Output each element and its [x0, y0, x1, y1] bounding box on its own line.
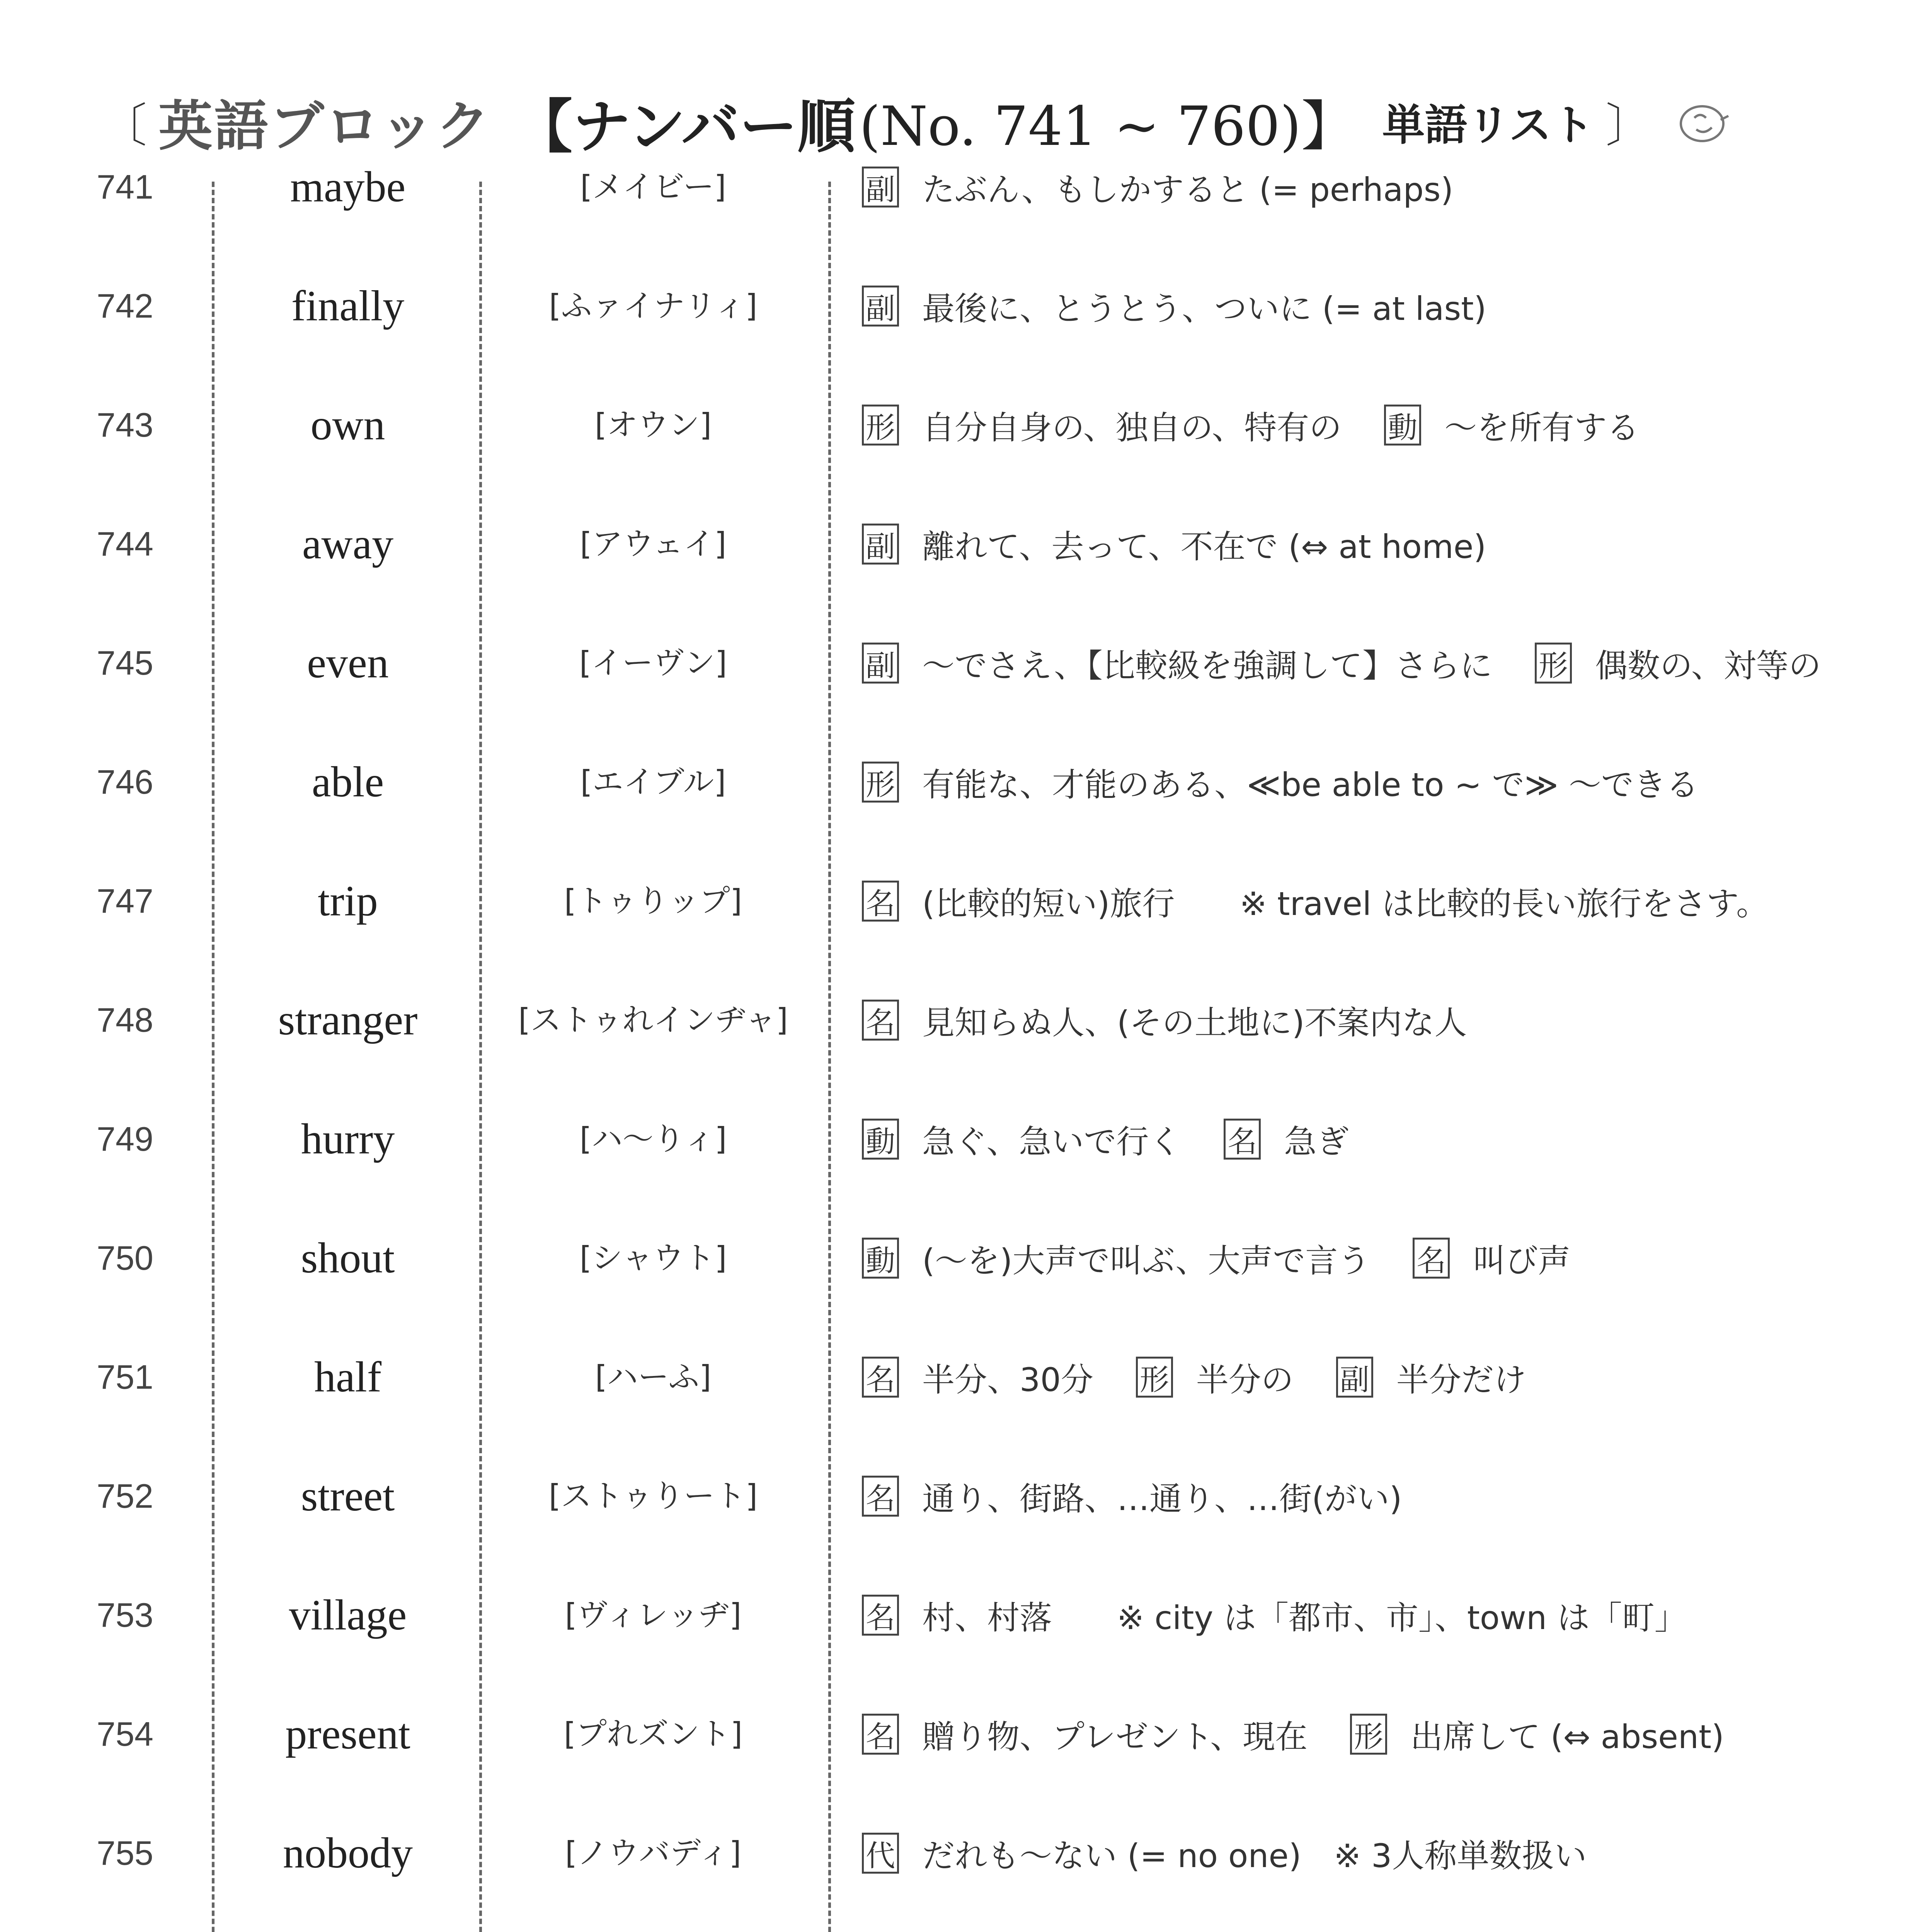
list-item: [0, 961, 1917, 1080]
entry-pronunciation: [エイブル]: [580, 764, 726, 800]
definition-text: 贈り物、プレゼント、現在: [922, 1718, 1308, 1756]
list-item: [0, 485, 1917, 604]
entry-word: [232, 1913, 464, 1932]
entry-number: 755: [97, 1834, 153, 1872]
entry-definition: [862, 1675, 1851, 1794]
definition-text: 出席して (⇔ absent): [1410, 1718, 1724, 1756]
definition-text: ～でさえ、【比較級を強調して】さらに: [922, 646, 1493, 685]
entry-definition: [862, 366, 1851, 485]
entry-number: 743: [97, 406, 153, 444]
entry-definition: [862, 1794, 1851, 1913]
entry-definition: [862, 604, 1851, 723]
part-of-speech-badge: 形: [1136, 1357, 1173, 1398]
entry-definition: [862, 1199, 1851, 1318]
header-bracket-close: 〕: [1605, 99, 1652, 153]
title-range: (No. 741 ~ 760)】: [859, 95, 1355, 158]
entry-number: 748: [97, 1001, 153, 1039]
definition-text: 叫び声: [1473, 1242, 1571, 1280]
entry-pronunciation: [アウェイ]: [580, 526, 727, 562]
entry-word: even: [307, 639, 389, 687]
entry-pronunciation: [メイビー]: [580, 169, 726, 205]
list-item: [0, 1675, 1917, 1794]
entry-pronunciation: [イーヴン]: [579, 645, 727, 681]
definition-text: 村、村落 ※ city は「都市、市」、town は「町」: [922, 1599, 1687, 1637]
list-item: [0, 1199, 1917, 1318]
part-of-speech-badge: 動: [862, 1119, 899, 1160]
entry-number: 750: [97, 1239, 153, 1277]
list-item: [0, 1080, 1917, 1199]
entry-pronunciation: [ストゥりート]: [548, 1478, 758, 1514]
part-of-speech-badge: 副: [862, 286, 899, 327]
list-item: [0, 1794, 1917, 1913]
entry-pronunciation: [オウン]: [594, 407, 712, 443]
entry-number: 747: [97, 882, 153, 920]
part-of-speech-badge: 副: [1336, 1357, 1373, 1398]
entry-pronunciation: [トゥりップ]: [564, 883, 742, 919]
entry-word: nobody: [283, 1829, 413, 1877]
entry-word: present: [285, 1710, 410, 1758]
part-of-speech-badge: 名: [862, 1357, 899, 1398]
page-subtitle: 単語リスト: [1382, 100, 1594, 150]
definition-text: 急ぐ、急いで行く: [922, 1122, 1182, 1161]
entry-pronunciation: [ストゥれインヂャ]: [518, 1002, 788, 1038]
part-of-speech-badge: 名: [1224, 1119, 1261, 1160]
entry-word: street: [301, 1472, 395, 1520]
entry-number: 753: [97, 1596, 153, 1634]
list-item: [0, 128, 1917, 247]
entry-number: 752: [97, 1477, 153, 1515]
entry-word: half: [314, 1353, 382, 1401]
part-of-speech-badge: 名: [862, 881, 899, 922]
list-item: [0, 842, 1917, 961]
part-of-speech-badge: 形: [862, 405, 899, 446]
list-item: [0, 1556, 1917, 1675]
entry-word: village: [289, 1591, 407, 1639]
part-of-speech-badge: 副: [862, 167, 899, 207]
entry-pronunciation: [483, 1913, 823, 1932]
entry-word: trip: [318, 877, 378, 925]
entry-definition: [862, 128, 1851, 247]
part-of-speech-badge: 形: [1535, 643, 1572, 684]
definition-text: だれも～ない (= no one) ※ 3人称単数扱い: [922, 1837, 1587, 1875]
entry-word: maybe: [290, 163, 406, 211]
entry-word: hurry: [301, 1115, 395, 1163]
definition-text: 半分、30分: [922, 1361, 1093, 1399]
list-item: [0, 1437, 1917, 1556]
entry-number: 741: [97, 168, 153, 206]
entry-word: away: [302, 520, 394, 568]
entry-number: 749: [97, 1120, 153, 1158]
entry-definition: [862, 485, 1851, 604]
entry-word: shout: [301, 1234, 395, 1282]
entry-pronunciation: [ヴィレッヂ]: [565, 1597, 742, 1633]
entry-pronunciation: [ノウバディ]: [565, 1835, 742, 1871]
entry-number: 751: [97, 1358, 153, 1396]
entry-number: 746: [97, 763, 153, 801]
entry-number: 742: [97, 287, 153, 325]
list-item: [0, 723, 1917, 842]
entry-number: 754: [97, 1715, 153, 1753]
part-of-speech-badge: 動: [862, 1238, 899, 1279]
entry-definition: [862, 1318, 1851, 1437]
entry-word: finally: [291, 282, 405, 330]
list-item: [0, 604, 1917, 723]
entry-number: 745: [97, 644, 153, 682]
entry-definition: [862, 842, 1851, 961]
definition-text: 半分だけ: [1396, 1361, 1526, 1399]
entry-word: own: [310, 401, 385, 449]
definition-text: 自分自身の、独自の、特有の: [922, 408, 1342, 447]
part-of-speech-badge: 名: [862, 1476, 899, 1517]
part-of-speech-badge: 代: [862, 1833, 899, 1874]
definition-text: 偶数の、対等の: [1595, 646, 1821, 685]
entry-definition: [862, 247, 1851, 366]
part-of-speech-badge: 名: [862, 1595, 899, 1636]
definition-text: 最後に、とうとう、ついに (= at last): [922, 289, 1486, 328]
entry-definition: [862, 961, 1851, 1080]
list-item: [0, 1913, 1917, 1932]
definition-text: (比較的短い)旅行 ※ travel は比較的長い旅行をさす。: [922, 884, 1769, 923]
entry-definition: [862, 1080, 1851, 1199]
entry-definition: [862, 1556, 1851, 1675]
title-main: 【ナンバー順: [514, 94, 856, 161]
header-bracket-open: 〔: [100, 99, 147, 153]
definition-text: 見知らぬ人、(その土地に)不案内な人: [922, 1003, 1467, 1042]
definition-text: 離れて、去って、不在で (⇔ at home): [922, 527, 1486, 566]
part-of-speech-badge: 動: [1384, 405, 1421, 446]
part-of-speech-badge: 名: [862, 1000, 899, 1041]
entry-pronunciation: [プれズント]: [564, 1716, 743, 1752]
definition-text: 有能な、才能のある、≪be able to ~ で≫ ～できる: [922, 765, 1699, 804]
part-of-speech-badge: 名: [862, 1714, 899, 1755]
list-item: [0, 366, 1917, 485]
entry-word: able: [312, 758, 384, 806]
entry-pronunciation: [ハ～りィ]: [579, 1121, 727, 1157]
definition-text: 通り、街路、…通り、…街(がい): [922, 1480, 1402, 1518]
entry-number: [97, 1913, 182, 1932]
part-of-speech-badge: 名: [1413, 1238, 1450, 1279]
part-of-speech-badge: 副: [862, 643, 899, 684]
definition-text: ～を所有する: [1444, 408, 1639, 447]
part-of-speech-badge: 形: [862, 762, 899, 803]
part-of-speech-badge: 副: [862, 524, 899, 565]
part-of-speech-badge: 形: [1350, 1714, 1387, 1755]
entry-definition: [862, 723, 1851, 842]
entry-definition: [862, 1913, 1851, 1932]
entry-definition: [862, 1437, 1851, 1556]
list-item: [0, 1318, 1917, 1437]
definition-text: 急ぎ: [1284, 1122, 1349, 1161]
definition-text: (～を)大声で叫ぶ、大声で言う: [922, 1242, 1371, 1280]
definition-text: たぶん、もしかすると (= perhaps): [922, 170, 1454, 209]
entry-pronunciation: [シャウト]: [579, 1240, 727, 1276]
entry-pronunciation: [ふァイナリィ]: [549, 288, 758, 324]
entry-number: 744: [97, 525, 153, 563]
brand-logo-text: 英語ブロック: [158, 95, 492, 158]
entry-word: stranger: [278, 996, 418, 1044]
definition-text: 半分の: [1196, 1361, 1294, 1399]
entry-pronunciation: [ハーふ]: [595, 1359, 712, 1395]
list-item: [0, 247, 1917, 366]
